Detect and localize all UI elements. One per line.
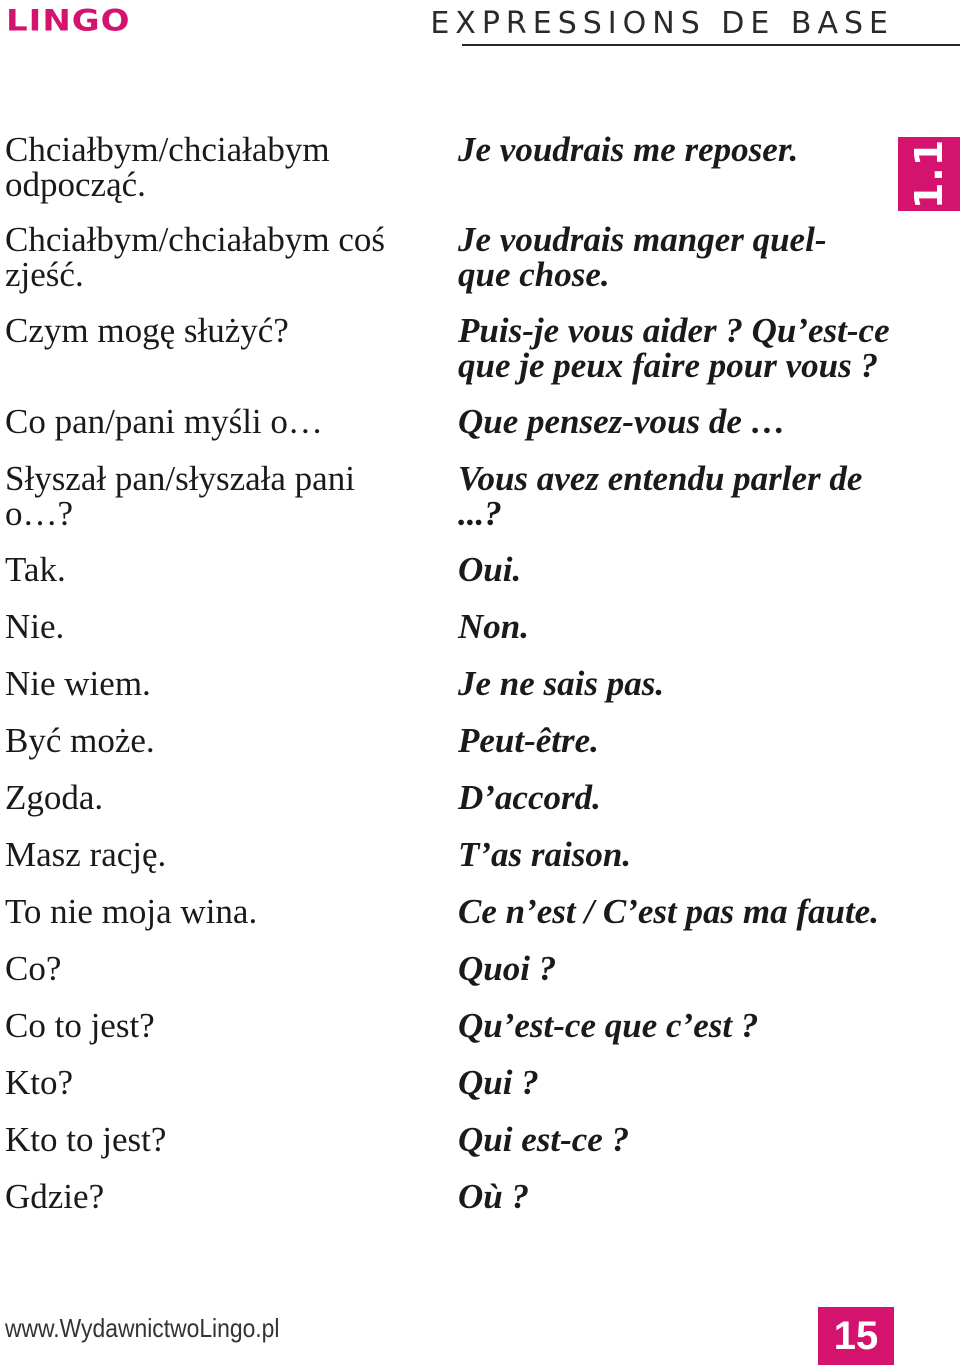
polish-phrase: Czym mogę służyć?: [5, 311, 289, 350]
lingo-logo: LINGO: [6, 4, 131, 39]
french-phrase: Je ne sais pas.: [458, 664, 665, 703]
french-phrase: D’accord.: [458, 778, 601, 817]
french-phrase: Qui ?: [458, 1063, 539, 1102]
french-phrase: Qui est-ce ?: [458, 1120, 630, 1159]
french-phrase: Que pensez-vous de …: [458, 402, 786, 441]
french-phrase: Puis-je vous aider ? Qu’est-ce que je peux faire pour vous ?: [458, 311, 890, 385]
polish-phrase: Co pan/pani myśli o…: [5, 402, 323, 441]
polish-phrase: To nie moja wina.: [5, 892, 258, 931]
french-phrase: T’as raison.: [458, 835, 632, 874]
french-phrase: Quoi ?: [458, 949, 557, 988]
french-phrase: Ce n’est / C’est pas ma faute.: [458, 892, 879, 931]
page-number-box: [818, 1307, 894, 1365]
polish-phrase: Chciałbym/chciałabym coś zjeść.: [5, 220, 386, 294]
polish-phrase: Co to jest?: [5, 1006, 155, 1045]
header-divider: [462, 44, 960, 46]
polish-phrase: Masz rację.: [5, 835, 167, 874]
polish-phrase: Gdzie?: [5, 1177, 105, 1216]
polish-phrase: Być może.: [5, 721, 155, 760]
chapter-tab: [898, 137, 960, 211]
polish-phrase: Kto?: [5, 1063, 74, 1102]
polish-phrase: Chciałbym/chciałabym odpocząć.: [5, 130, 330, 204]
polish-phrase: Zgoda.: [5, 778, 104, 817]
french-phrase: Qu’est-ce que c’est ?: [458, 1006, 759, 1045]
polish-phrase: Co?: [5, 949, 62, 988]
polish-phrase: Tak.: [5, 550, 66, 589]
polish-phrase: Kto to jest?: [5, 1120, 167, 1159]
polish-phrase: Nie.: [5, 607, 65, 646]
french-phrase: Je voudrais manger quel-que chose.: [458, 220, 827, 294]
french-phrase: Vous avez entendu parler de ...?: [458, 459, 863, 533]
polish-phrase: Słyszał pan/słyszała pani o…?: [5, 459, 355, 533]
polish-phrase: Nie wiem.: [5, 664, 151, 703]
french-phrase: Peut-être.: [458, 721, 599, 760]
section-title: EXPRESSIONS DE BASE: [430, 6, 894, 41]
chapter-number: 1.1: [907, 138, 952, 210]
page-number: 15: [833, 1313, 879, 1358]
french-phrase: Où ?: [458, 1177, 529, 1216]
french-phrase: Je voudrais me reposer.: [458, 130, 799, 169]
french-phrase: Non.: [458, 607, 529, 646]
footer-url: www.WydawnictwoLingo.pl: [5, 1313, 280, 1343]
french-phrase: Oui.: [458, 550, 522, 589]
